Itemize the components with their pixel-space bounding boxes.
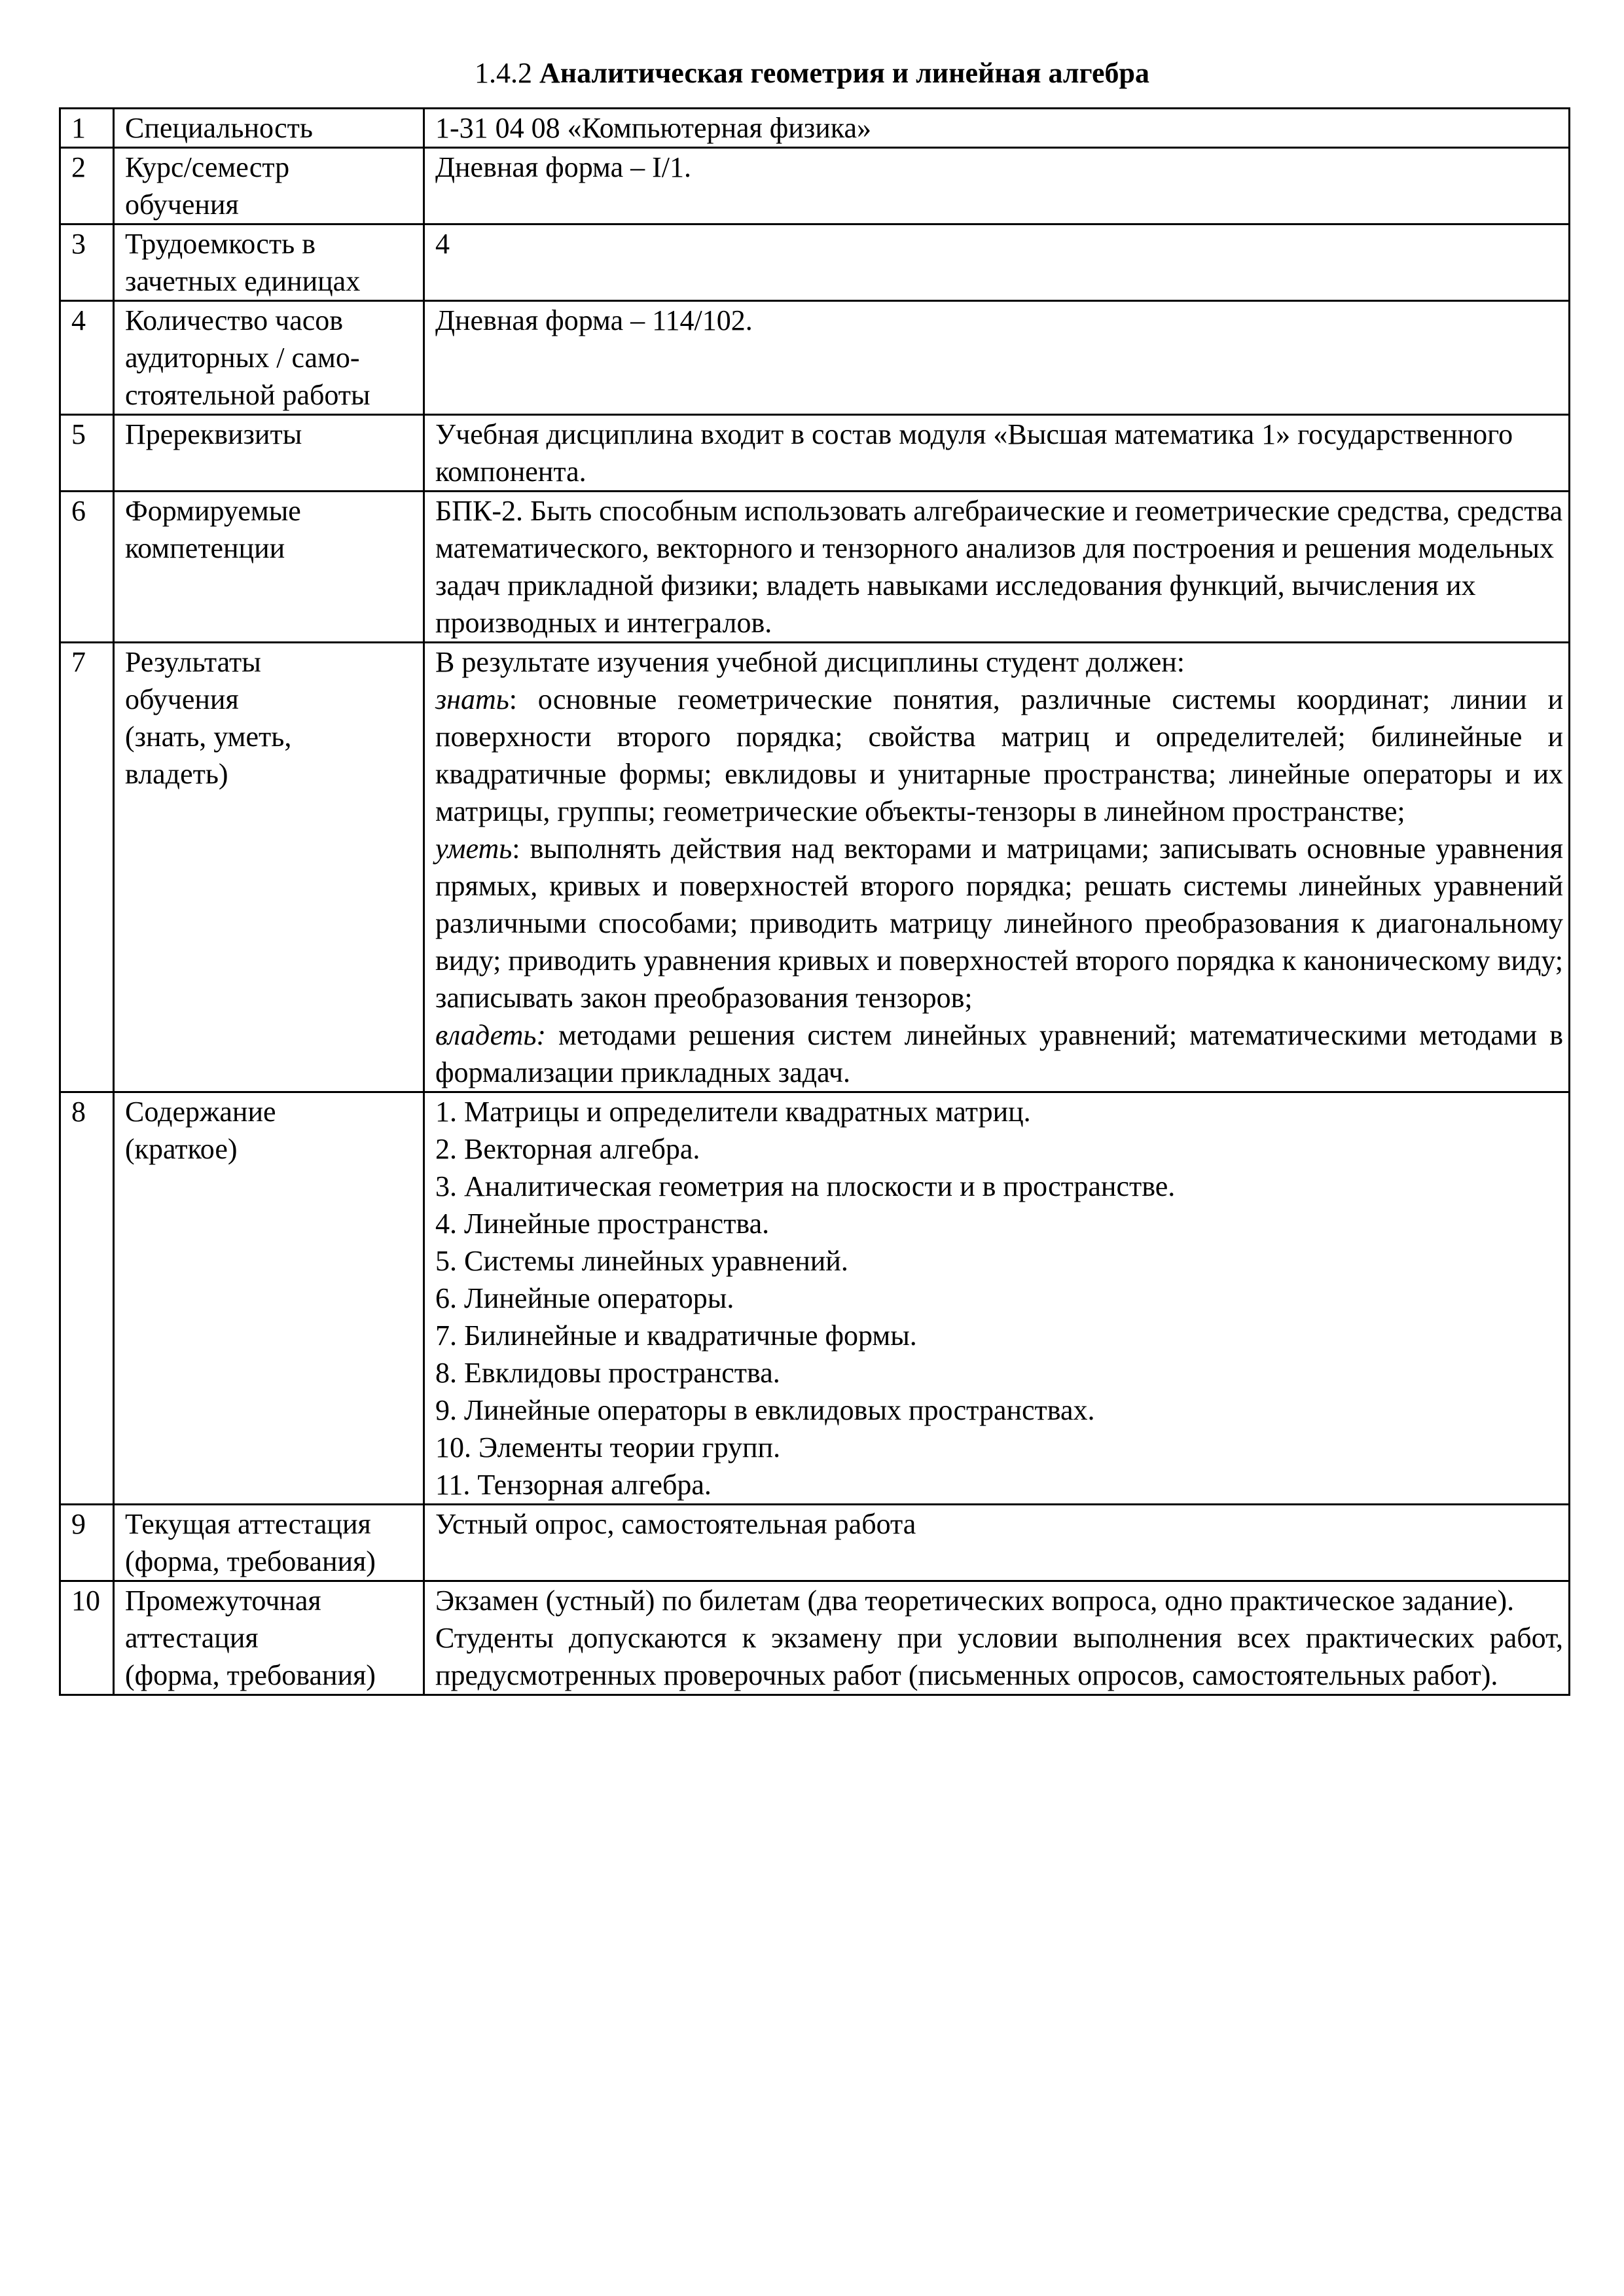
row-number: 1 <box>60 109 114 148</box>
content-item: 9. Линейные операторы в евклидовых пространствах. <box>435 1394 1095 1426</box>
outcome-know-term: знать <box>435 683 509 715</box>
row-value <box>424 643 1570 1092</box>
section-title <box>0 54 1624 93</box>
outcome-can-text: : выполнять действия над векторами и матрицами; записывать основные уравнения прямых, кривых и поверхностей второго порядка; решать системы линейных уравнений различными способами; приводить матрицу линейного преобразования к диагональному виду; приводить уравнения кривых и поверхностей второго порядка к каноническому виду; записывать закон преобразования тензоров; <box>435 833 1563 1014</box>
table-row <box>60 301 1570 415</box>
row-number: 10 <box>60 1581 114 1695</box>
content-item: 5. Системы линейных уравнений. <box>435 1245 848 1277</box>
row-number: 2 <box>60 148 114 224</box>
table-row <box>60 1581 1570 1695</box>
table-row <box>60 643 1570 1092</box>
table-row <box>60 109 1570 148</box>
row-value: Учебная дисциплина входит в состав модуля «Высшая математика 1» государственного компонента. <box>424 415 1570 492</box>
content-item: 10. Элементы теории групп. <box>435 1431 781 1463</box>
discipline-table <box>59 107 1570 1696</box>
learning-outcomes-intro: В результате изучения учебной дисциплины студент должен: <box>435 646 1185 678</box>
row-value: Дневная форма – 114/102. <box>424 301 1570 415</box>
section-heading: Аналитическая геометрия и линейная алгебра <box>539 57 1150 89</box>
row-number: 5 <box>60 415 114 492</box>
row-label: Формируемые компетенции <box>114 492 424 643</box>
row-value: Экзамен (устный) по билетам (два теоретических вопроса, одно практическое задание). Студенты допускаются к экзамену при условии выполнения всех практических работ, предусмотренных проверочных работ (письменных опросов, самостоятельных работ). <box>424 1581 1570 1695</box>
row-value: 4 <box>424 224 1570 301</box>
table-row <box>60 148 1570 224</box>
section-number: 1.4.2 <box>474 57 532 89</box>
row-value <box>424 1092 1570 1505</box>
outcome-can-term: уметь <box>435 833 513 865</box>
row-label: Результаты обучения (знать, уметь, владеть) <box>114 643 424 1092</box>
row-label: Текущая аттестация (форма, требования) <box>114 1505 424 1581</box>
row-number: 7 <box>60 643 114 1092</box>
content-item: 3. Аналитическая геометрия на плоскости и в пространстве. <box>435 1170 1176 1202</box>
row-label: Пререквизиты <box>114 415 424 492</box>
row-label: Содержание (краткое) <box>114 1092 424 1505</box>
outcome-can <box>435 830 1563 1016</box>
row-value: Дневная форма – I/1. <box>424 148 1570 224</box>
content-item: 11. Тензорная алгебра. <box>435 1469 712 1501</box>
table-row <box>60 1092 1570 1505</box>
content-item: 7. Билинейные и квадратичные формы. <box>435 1319 917 1352</box>
row-value: 1-31 04 08 «Компьютерная физика» <box>424 109 1570 148</box>
content-item: 6. Линейные операторы. <box>435 1282 734 1314</box>
table-row <box>60 224 1570 301</box>
row-label: Курс/семестр обучения <box>114 148 424 224</box>
table-row <box>60 415 1570 492</box>
outcome-own-term: владеть: <box>435 1019 547 1051</box>
content-item: 2. Векторная алгебра. <box>435 1133 700 1165</box>
outcome-own-text: методами решения систем линейных уравнений; математическими методами в формализации прикладных задач. <box>435 1019 1563 1088</box>
outcome-own <box>435 1016 1563 1091</box>
row-value: БПК-2. Быть способным использовать алгебраические и геометрические средства, средства математического, векторного и тензорного анализов для построения и решения модельных задач прикладной физики; владеть навыками исследования функций, вычисления их производных и интегралов. <box>424 492 1570 643</box>
row-label: Специальность <box>114 109 424 148</box>
row-number: 6 <box>60 492 114 643</box>
row-label: Трудоемкость в зачетных единицах <box>114 224 424 301</box>
outcome-know <box>435 681 1563 830</box>
row-number: 3 <box>60 224 114 301</box>
outcome-know-text: : основные геометрические понятия, различные системы координат; линии и поверхности второго порядка; свойства матриц и определителей; билинейные и квадратичные формы; евклидовы и унитарные пространства; линейные операторы и их матрицы, группы; геометрические объекты-тензоры в линейном пространстве; <box>435 683 1563 827</box>
table-row <box>60 1505 1570 1581</box>
content-item: 8. Евклидовы пространства. <box>435 1357 780 1389</box>
row-value: Устный опрос, самостоятельная работа <box>424 1505 1570 1581</box>
content-item: 1. Матрицы и определители квадратных матриц. <box>435 1096 1031 1128</box>
row-number: 8 <box>60 1092 114 1505</box>
content-item: 4. Линейные пространства. <box>435 1208 770 1240</box>
row-number: 4 <box>60 301 114 415</box>
row-label: Промежуточная аттестация (форма, требования) <box>114 1581 424 1695</box>
row-number: 9 <box>60 1505 114 1581</box>
table-row <box>60 492 1570 643</box>
row-label: Количество часов аудиторных / само- стоятельной работы <box>114 301 424 415</box>
